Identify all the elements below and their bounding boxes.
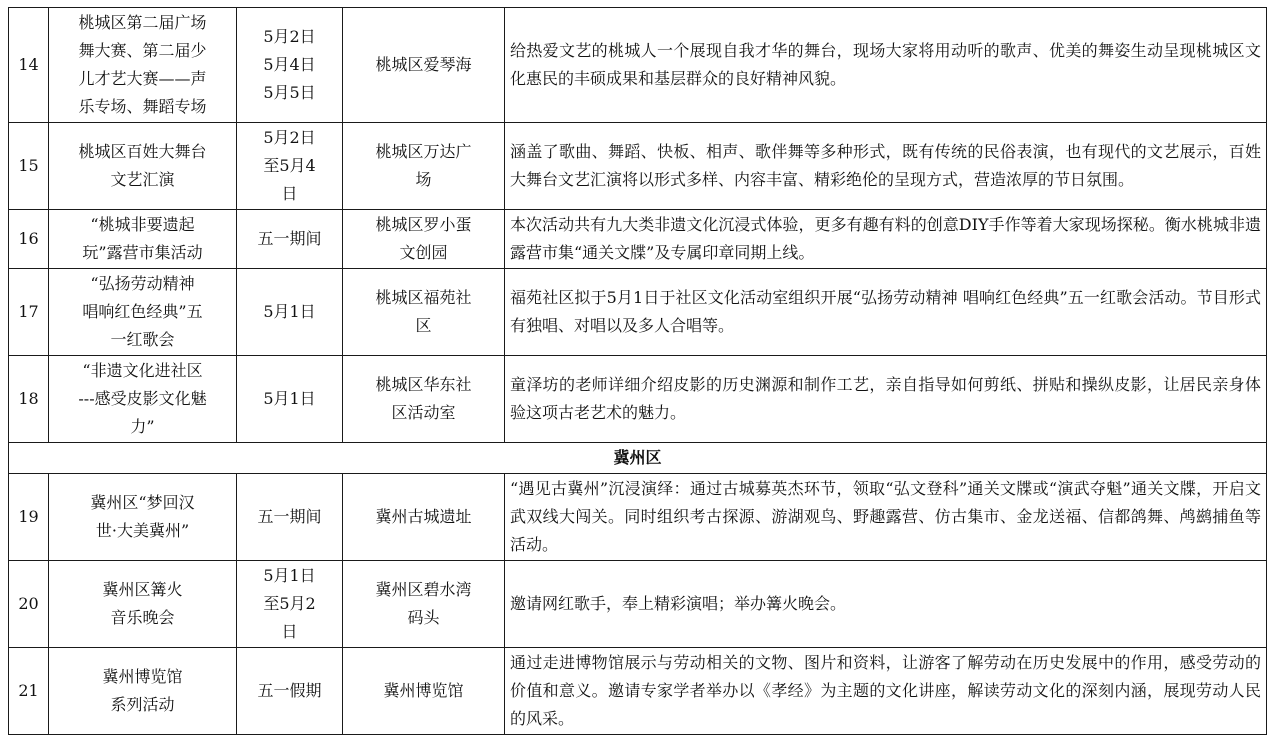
activity-name — [49, 210, 237, 269]
row-number: 21 — [9, 648, 49, 735]
name_lines-line: “弘扬劳动精神 — [90, 274, 195, 293]
date_lines-line: 5月4日 — [263, 55, 316, 74]
row-number: 19 — [9, 474, 49, 561]
name_lines-line: 舞大赛、第二届少 — [78, 41, 207, 60]
row-number: 16 — [9, 210, 49, 269]
row-number: 17 — [9, 269, 49, 356]
row-number: 20 — [9, 561, 49, 648]
activity-date — [237, 123, 343, 210]
activity-name — [49, 269, 237, 356]
venue_lines-line: 区 — [415, 316, 432, 335]
row-number: 18 — [9, 356, 49, 443]
activity-date — [237, 8, 343, 123]
date_lines-line: 5月2日 — [263, 27, 316, 46]
activity-name — [49, 648, 237, 735]
activity-name — [49, 474, 237, 561]
venue_lines-line: 桃城区华东社 — [375, 375, 472, 394]
venue_lines-line: 场 — [415, 170, 432, 189]
name_lines-line: 乐专场、舞蹈专场 — [78, 97, 207, 116]
row-number: 14 — [9, 8, 49, 123]
activity-venue — [343, 269, 505, 356]
date_lines-line: 日 — [281, 622, 298, 641]
name_lines-line: 一红歌会 — [110, 330, 175, 349]
activity-venue — [343, 474, 505, 561]
name_lines-line: 玩”露营市集活动 — [82, 243, 203, 262]
activity-venue — [343, 356, 505, 443]
district-section-title: 冀州区 — [9, 443, 1267, 474]
date_lines-line: 5月1日 — [263, 566, 316, 585]
venue_lines-line: 冀州古城遗址 — [375, 507, 472, 526]
row-number: 15 — [9, 123, 49, 210]
date_lines-line: 日 — [281, 184, 298, 203]
district-section-row — [9, 443, 1267, 474]
venue_lines-line: 桃城区万达广 — [375, 142, 472, 161]
activity-description: 邀请网红歌手，奉上精彩演唱；举办篝火晚会。 — [505, 561, 1267, 648]
date_lines-line: 五一期间 — [257, 229, 322, 248]
name_lines-line: 儿才艺大赛——声 — [78, 69, 207, 88]
venue_lines-line: 码头 — [407, 608, 440, 627]
name_lines-line: 冀州博览馆 — [102, 667, 183, 686]
venue_lines-line: 桃城区罗小蛋 — [375, 215, 472, 234]
activity-description: “遇见古冀州”沉浸演绎：通过古城募英杰环节，领取“弘文登科”通关文牒或“演武夺魁”通关文牒，开启文武双线大闯关。同时组织考古探源、游湖观鸟、野趣露营、仿古集市、金龙送福、信都鸽舞、鸬鹚捕鱼等活动。 — [505, 474, 1267, 561]
name_lines-line: 冀州区篝火 — [102, 580, 183, 599]
date_lines-line: 五一假期 — [257, 681, 322, 700]
activity-description: 本次活动共有九大类非遗文化沉浸式体验，更多有趣有料的创意DIY手作等着大家现场探秘。衡水桃城非遗露营市集“通关文牒”及专属印章同期上线。 — [505, 210, 1267, 269]
name_lines-line: 系列活动 — [110, 695, 175, 714]
activity-venue — [343, 561, 505, 648]
venue_lines-line: 区活动室 — [391, 403, 456, 422]
table-row — [9, 123, 1267, 210]
activity-description: 涵盖了歌曲、舞蹈、快板、相声、歌伴舞等多种形式，既有传统的民俗表演，也有现代的文艺展示，百姓大舞台文艺汇演将以形式多样、内容丰富、精彩绝伦的呈现方式，营造浓厚的节日氛围。 — [505, 123, 1267, 210]
date_lines-line: 5月1日 — [263, 389, 316, 408]
name_lines-line: 世·大美冀州” — [95, 521, 190, 540]
activity-name — [49, 8, 237, 123]
table-row — [9, 648, 1267, 735]
name_lines-line: 唱响红色经典”五 — [82, 302, 203, 321]
name_lines-line: 冀州区“梦回汉 — [90, 493, 195, 512]
table-row — [9, 269, 1267, 356]
activity-date — [237, 210, 343, 269]
table-row — [9, 210, 1267, 269]
date_lines-line: 5月5日 — [263, 83, 316, 102]
activity-venue — [343, 648, 505, 735]
activity-description: 福苑社区拟于5月1日于社区文化活动室组织开展“弘扬劳动精神 唱响红色经典”五一红歌会活动。节目形式有独唱、对唱以及多人合唱等。 — [505, 269, 1267, 356]
activity-venue — [343, 123, 505, 210]
table-row — [9, 561, 1267, 648]
venue_lines-line: 桃城区福苑社 — [375, 288, 472, 307]
activity-date — [237, 356, 343, 443]
name_lines-line: 文艺汇演 — [110, 170, 175, 189]
table-row — [9, 356, 1267, 443]
date_lines-line: 至5月4 — [263, 156, 316, 175]
name_lines-line: 音乐晚会 — [110, 608, 175, 627]
name_lines-line: 桃城区第二届广场 — [78, 13, 207, 32]
activity-date — [237, 474, 343, 561]
date_lines-line: 至5月2 — [263, 594, 316, 613]
activity-date — [237, 561, 343, 648]
date_lines-line: 五一期间 — [257, 507, 322, 526]
name_lines-line: “桃城非要遗起 — [90, 215, 195, 234]
date_lines-line: 5月1日 — [263, 302, 316, 321]
activity-venue — [343, 210, 505, 269]
activity-venue — [343, 8, 505, 123]
table-row — [9, 474, 1267, 561]
activity-description: 童泽坊的老师详细介绍皮影的历史渊源和制作工艺，亲自指导如何剪纸、拼贴和操纵皮影，让居民亲身体验这项古老艺术的魅力。 — [505, 356, 1267, 443]
name_lines-line: 力” — [130, 417, 155, 436]
activity-name — [49, 561, 237, 648]
venue_lines-line: 冀州博览馆 — [383, 681, 464, 700]
activity-name — [49, 356, 237, 443]
name_lines-line: “非遗文化进社区 — [82, 361, 203, 380]
date_lines-line: 5月2日 — [263, 128, 316, 147]
activity-description: 给热爱文艺的桃城人一个展现自我才华的舞台，现场大家将用动听的歌声、优美的舞姿生动呈现桃城区文化惠民的丰硕成果和基层群众的良好精神风貌。 — [505, 8, 1267, 123]
activity-description: 通过走进博物馆展示与劳动相关的文物、图片和资料，让游客了解劳动在历史发展中的作用，感受劳动的价值和意义。邀请专家学者举办以《孝经》为主题的文化讲座，解读劳动文化的深刻内涵，展现劳动人民的风采。 — [505, 648, 1267, 735]
activity-date — [237, 648, 343, 735]
name_lines-line: 桃城区百姓大舞台 — [78, 142, 207, 161]
activity-date — [237, 269, 343, 356]
activity-name — [49, 123, 237, 210]
venue_lines-line: 冀州区碧水湾 — [375, 580, 472, 599]
activity-schedule-table — [8, 7, 1267, 735]
venue_lines-line: 文创园 — [399, 243, 448, 262]
name_lines-line: ---感受皮影文化魅 — [78, 389, 207, 408]
venue_lines-line: 桃城区爱琴海 — [375, 55, 472, 74]
table-row — [9, 8, 1267, 123]
